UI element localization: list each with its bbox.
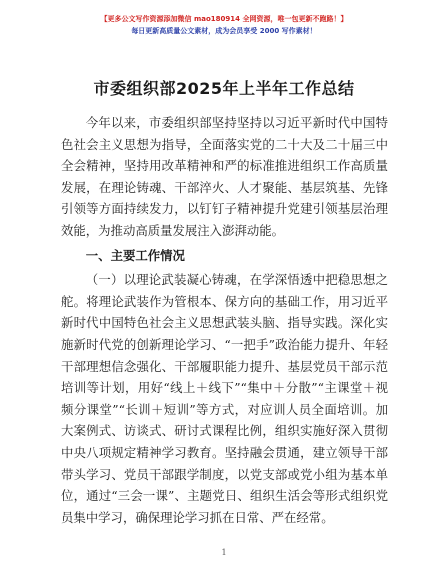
- intro-paragraph: 今年以来，市委组织部坚持坚持以习近平新时代中国特色社会主义思想为指导，全面落实党的二十大及二十届三中全会精神，坚持用改革精神和严的标准推进组织工作高质量发展，在理论铸魂、干部淬火、人才聚能、基层筑基、先锋引领等方面持续发力，以钉钉子精神提升党建引领基层治理效能，为推动高质量发展注入澎湃动能。: [61, 115, 388, 238]
- page-number: 1: [221, 548, 227, 557]
- document-body: [61, 112, 388, 528]
- promo-banner-line-2: 每日更新高质量公文素材，成为会员享受 2000 写作素材！: [131, 27, 317, 35]
- document-title: 市委组织部2025年上半年工作总结: [93, 79, 355, 98]
- promo-banner-line-1: 【更多公文写作资源添加微信 mao180914 全网资源，唯一包更新不跑路！】: [100, 15, 348, 23]
- section-paragraph: （一）以理论武装凝心铸魂，在学深悟透中把稳思想之舵。将理论武装作为管根本、保方向的基础工作，用习近平新时代中国特色社会主义思想武装头脑、指导实践。深化实施新时代党的创新理论学习、“一把手”政治能力提升、年轻干部理想信念强化、干部履职能力提升、基层党员干部示范培训等计划，用好“线上＋线下”“集中＋分散”“主课堂＋视频分课堂”“长训＋短训”等方式，对应训人员全面培训。加大案例式、访谈式、研讨式课程比例，组织实施好深入贯彻中央八项规定精神学习教育。坚持融会贯通，建立领导干部带头学习、党员干部跟学制度，以党支部或党小组为基本单位，通过“三会一课”、主题党日、组织生活会等形式组织党员集中学习，确保理论学习抓在日常、严在经常。: [61, 272, 388, 525]
- section-heading: 一、主要工作情况: [85, 247, 185, 263]
